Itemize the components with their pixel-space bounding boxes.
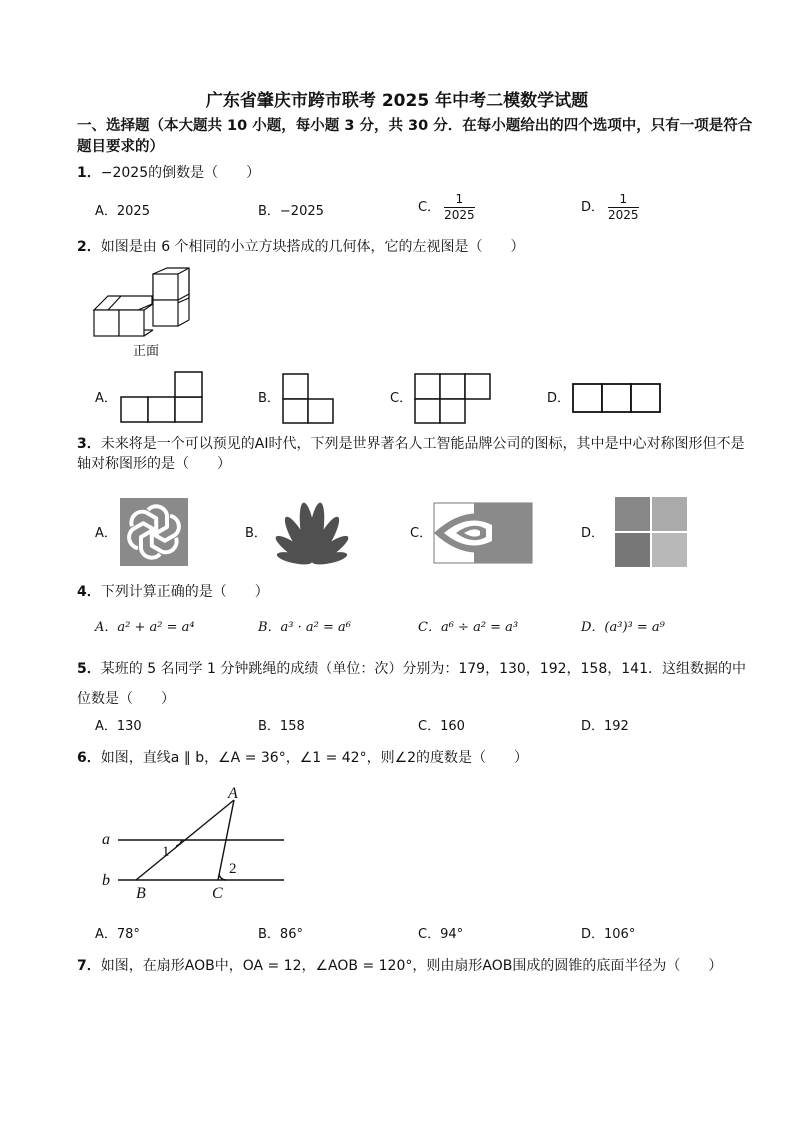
nvidia-logo-icon [434,503,532,563]
label-point-c: C [212,885,223,902]
q5-option-d: D．192 [581,719,629,734]
question-number: 6． [77,750,101,766]
option-label: C． [418,200,441,215]
q1-option-b: B．−2025 [258,204,324,219]
question-text: −2025的倒数是（ ） [100,165,261,181]
question-2 [77,237,757,257]
question-number: 1． [77,165,101,181]
q3-option-c-label: C． [410,526,433,541]
q3-option-a-label: A． [95,526,117,541]
q5-option-b: B．158 [258,719,305,734]
question-number: 3． [77,436,101,452]
q2-option-b-label: B． [258,391,280,406]
q3-option-b-label: B． [245,526,267,541]
q2-option-b-figure [282,373,336,425]
q2-option-c-label: C． [390,391,413,406]
q6-option-a: A．78° [95,927,140,942]
q2-option-a-figure [120,371,204,423]
q3-option-d-label: D． [581,526,605,541]
question-number: 5． [77,661,101,677]
question-text: 未来将是一个可以预见的AI时代，下列是世界著名人工智能品牌公司的图标，其中是中心对称图形但不是轴对称图形的是（ ） [77,436,745,472]
q5-option-a: A．130 [95,719,142,734]
question-5 [77,654,757,714]
section-heading: 一、选择题（本大题共 10 小题，每小题 3 分，共 30 分．在每小题给出的四个选项中，只有一项是符合题目要求的） [77,118,753,155]
question-7 [77,956,757,976]
huawei-logo-icon [270,502,354,564]
page-title: 广东省肇庆市跨市联考 2025 年中考二模数学试题 [205,91,589,111]
openai-logo-icon [120,498,188,566]
q6-option-b: B．86° [258,927,303,942]
numerator: 1 [444,192,475,208]
denominator: 2025 [608,208,639,222]
q4-option-b: B．a³ · a² = a⁶ [258,620,351,635]
question-text: 某班的 5 名同学 1 分钟跳绳的成绩（单位：次）分别为：179，130，192，158，141．这组数据的中位数是（ ） [77,661,746,707]
q4-option-d: D．(a³)³ = a⁹ [581,620,665,635]
fraction [608,192,639,223]
numerator: 1 [608,192,639,208]
question-1 [77,163,757,183]
question-number: 2． [77,239,101,255]
parallel-lines-diagram [100,782,290,904]
q2-option-c-figure [414,373,492,425]
question-text: 如图，直线a ∥ b，∠A = 36°，∠1 = 42°，则∠2的度数是（ ） [100,750,529,766]
q4-option-a: A．a² + a² = a⁴ [95,620,195,635]
q2-option-d-figure [572,383,662,413]
question-6 [77,748,757,768]
denominator: 2025 [444,208,475,222]
q2-option-d-label: D． [547,391,571,406]
question-number: 7． [77,958,101,974]
microsoft-logo-icon [615,497,687,567]
front-view-label: 正面 [133,344,160,359]
option-label: D． [581,200,605,215]
q5-option-c: C．160 [418,719,465,734]
q1-option-a: A．2025 [95,204,150,219]
question-text: 如图，在扇形AOB中，OA = 12，∠AOB = 120°，则由扇形AOB围成的圆锥的底面半径为（ ） [100,958,723,974]
label-point-a: A [228,785,238,802]
question-number: 4． [77,584,101,600]
label-angle-2: 2 [229,861,237,877]
q4-option-c: C．a⁶ ÷ a² = a³ [418,620,519,635]
label-angle-1: 1 [162,844,170,860]
q2-option-a-label: A． [95,391,117,406]
label-line-b: b [102,872,110,889]
cube-solid-figure [93,268,193,338]
angle-2-arc [219,874,226,880]
q6-option-d: D．106° [581,927,636,942]
question-text: 下列计算正确的是（ ） [100,584,269,600]
q6-option-c: C．94° [418,927,464,942]
q1-option-c [418,192,475,223]
q1-option-d [581,192,639,223]
label-point-b: B [136,885,146,902]
label-line-a: a [102,831,110,848]
question-4 [77,582,757,602]
angle-1-arc [176,840,182,846]
fraction [444,192,475,223]
question-text: 如图是由 6 个相同的小立方块搭成的几何体，它的左视图是（ ） [100,239,525,255]
question-3 [77,434,757,474]
